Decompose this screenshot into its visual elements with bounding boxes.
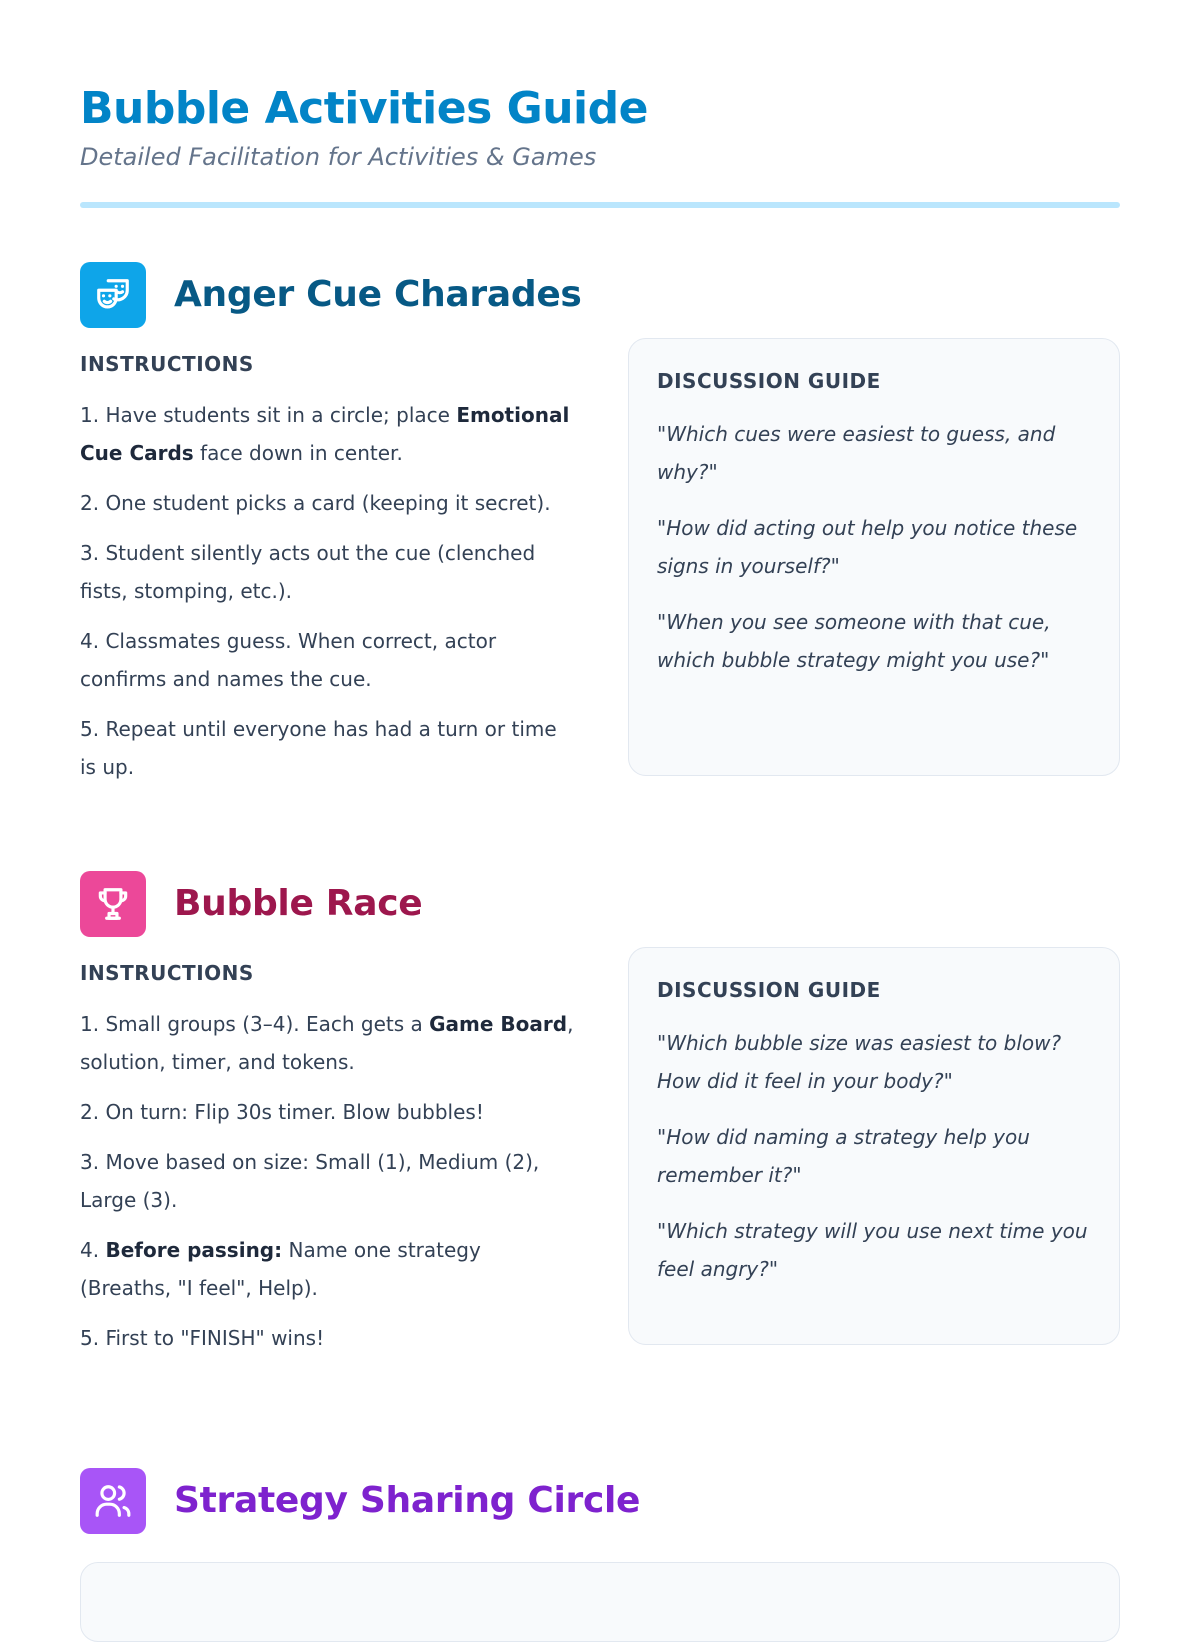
instructions-column bbox=[80, 959, 576, 1369]
strategy-sharing-card bbox=[80, 1562, 1120, 1642]
step-text: Name one strategy (Breaths, "I feel", Help). bbox=[80, 1238, 481, 1300]
instructions-column bbox=[80, 350, 576, 798]
step-text: 3. Move based on size: Small (1), Medium (2), Large (3). bbox=[80, 1150, 540, 1212]
step-text: 1. Small groups (3–4). Each gets a bbox=[80, 1012, 430, 1036]
document-header bbox=[80, 0, 1120, 208]
section-title: Anger Cue Charades bbox=[174, 274, 582, 315]
header-divider bbox=[80, 202, 1120, 208]
instruction-step bbox=[80, 484, 576, 522]
theater-masks-icon bbox=[80, 262, 146, 328]
step-text: 4. Classmates guess. When correct, actor confirms and names the cue. bbox=[80, 629, 497, 691]
instruction-step bbox=[80, 1319, 576, 1357]
step-text: 4. bbox=[80, 1238, 106, 1262]
discussion-question: "When you see someone with that cue, which bubble strategy might you use?" bbox=[657, 610, 1051, 672]
discussion-label: DISCUSSION GUIDE bbox=[657, 978, 881, 1002]
activity-section-bubble-race bbox=[80, 871, 1120, 1369]
discussion-question: "Which cues were easiest to guess, and why?" bbox=[657, 422, 1056, 484]
section-title: Bubble Race bbox=[174, 883, 423, 924]
discussion-guide-card bbox=[628, 338, 1120, 776]
instruction-step bbox=[80, 622, 576, 698]
instruction-step bbox=[80, 1093, 576, 1131]
users-icon bbox=[80, 1468, 146, 1534]
instruction-step bbox=[80, 396, 576, 472]
discussion-guide-card bbox=[628, 947, 1120, 1345]
bold-term: Before passing: bbox=[105, 1238, 283, 1262]
instructions-label: INSTRUCTIONS bbox=[80, 352, 254, 376]
discussion-label: DISCUSSION GUIDE bbox=[657, 369, 881, 393]
activity-section-strategy-sharing-circle bbox=[80, 1468, 1120, 1534]
step-text: 2. One student picks a card (keeping it secret). bbox=[80, 491, 551, 515]
bold-term: Game Board bbox=[429, 1012, 568, 1036]
section-heading bbox=[80, 1468, 1120, 1534]
section-heading bbox=[80, 262, 1120, 328]
step-text: , solution, timer, and tokens. bbox=[80, 1012, 574, 1074]
step-text: face down in center. bbox=[193, 441, 403, 465]
trophy-icon bbox=[80, 871, 146, 937]
discussion-question: "Which bubble size was easiest to blow? How did it feel in your body?" bbox=[657, 1031, 1062, 1093]
page-subtitle: Detailed Facilitation for Activities & Games bbox=[80, 143, 597, 171]
discussion-question: "How did naming a strategy help you remember it?" bbox=[657, 1125, 1030, 1187]
instruction-step bbox=[80, 710, 576, 786]
section-title: Strategy Sharing Circle bbox=[174, 1480, 641, 1521]
step-text: 5. First to "FINISH" wins! bbox=[80, 1326, 325, 1350]
instruction-step bbox=[80, 1005, 576, 1081]
discussion-question: "How did acting out help you notice these signs in yourself?" bbox=[657, 516, 1078, 578]
bold-term: Emotional Cue Cards bbox=[80, 403, 570, 465]
instructions-list bbox=[80, 396, 576, 786]
activity-section-anger-cue-charades bbox=[80, 262, 1120, 798]
step-text: 3. Student silently acts out the cue (clenched fists, stomping, etc.). bbox=[80, 541, 536, 603]
instruction-step bbox=[80, 1231, 576, 1307]
instruction-step bbox=[80, 1143, 576, 1219]
instructions-list bbox=[80, 1005, 576, 1357]
step-text: 1. Have students sit in a circle; place bbox=[80, 403, 457, 427]
step-text: 5. Repeat until everyone has had a turn or time is up. bbox=[80, 717, 557, 779]
discussion-question: "Which strategy will you use next time you feel angry?" bbox=[657, 1219, 1088, 1281]
page-title: Bubble Activities Guide bbox=[80, 83, 648, 134]
instructions-label: INSTRUCTIONS bbox=[80, 961, 254, 985]
section-heading bbox=[80, 871, 1120, 937]
step-text: 2. On turn: Flip 30s timer. Blow bubbles! bbox=[80, 1100, 484, 1124]
instruction-step bbox=[80, 534, 576, 610]
